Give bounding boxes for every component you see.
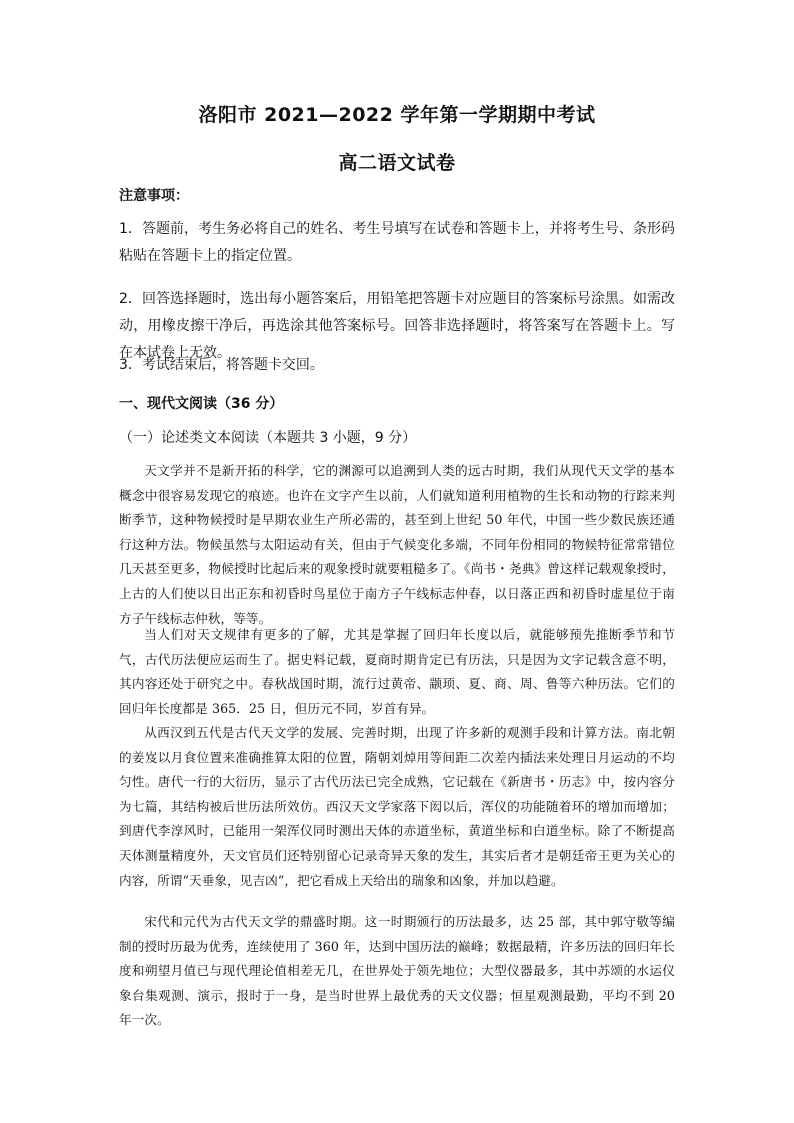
section-subheading: （一）论述类文本阅读（本题共 3 小题，9 分） (119, 430, 417, 446)
exam-subtitle: 高二语文试卷 (338, 152, 456, 174)
passage-paragraph-4: 宋代和元代为古代天文学的鼎盛时期。这一时期颁行的历法最多，达 25 部，其中郭守敬等编制的授时历最为优秀，连续使用了 360 年，达到中国历法的巅峰；数据最精，许多历法的回归年长度和朔望月值已与现代理论值相差无几，在世界处于领先地位；大型仪器最多，其中苏颂的水运仪象台集观测、演示，报时于一身，是当时世界上最优秀的天文仪器；恒星观测最勤，平均不到 20 年一次。 (119, 914, 675, 1028)
notice-item-1: 1．答题前，考生务必将自己的姓名、考生号填写在试卷和答题卡上，并将考生号、条形码粘贴在答题卡上的指定位置。 (119, 221, 675, 264)
notice-item-2: 2．回答选择题时，选出每小题答案后，用铅笔把答题卡对应题目的答案标号涂黑。如需改动，用橡皮擦干净后，再选涂其他答案标号。回答非选择题时，将答案写在答题卡上。写在本试卷上无效。 (119, 291, 675, 361)
notice-heading: 注意事项： (119, 188, 189, 204)
notice-item-3: 3．考试结束后，将答题卡交回。 (119, 357, 324, 373)
exam-title: 洛阳市 2021—2022 学年第一学期期中考试 (198, 104, 596, 126)
section-heading: 一、现代文阅读（36 分） (119, 396, 284, 412)
passage-paragraph-2: 当人们对天文规律有更多的了解，尤其是掌握了回归年长度以后，就能够预先推断季节和节气，古代历法便应运而生了。据史料记载，夏商时期肯定已有历法，只是因为文字记载含意不明，其内容还处于研究之中。春秋战国时期，流行过黄帝、颛顼、夏、商、周、鲁等六种历法。它们的回归年长度都是 365．25 日，但历元不同，岁首有异。 (119, 627, 675, 716)
passage-paragraph-1: 天文学并不是新开拓的科学，它的渊源可以追溯到人类的远古时期，我们从现代天文学的基本概念中很容易发现它的痕迹。也许在文字产生以前，人们就知道利用植物的生长和动物的行踪来判断季节，这种物候授时是早期农业生产所必需的，甚至到上世纪 50 年代，中国一些少数民族还通行这种方法。物候虽然与太阳运动有关，但由于气候变化多端，不同年份相同的物候特征常常错位几天甚至更多，物候授时比起后来的观象授时就要粗糙多了。《尚书・尧典》曾这样记载观象授时，上古的人们使以日出正东和初昏时鸟星位于南方子午线标志仲春，以日落正西和初昏时虚星位于南方子午线标志仲秋，等等。 (119, 463, 675, 626)
passage-paragraph-3: 从西汉到五代是古代天文学的发展、完善时期，出现了许多新的观测手段和计算方法。南北朝的姜岌以月食位置来准确推算太阳的位置，隋朝刘焯用等间距二次差内插法来处理日月运动的不均匀性。唐代一行的大衍历，显示了古代历法已完全成熟，它记载在《新唐书・历志》中，按内容分为七篇，其结构被后世历法所效仿。西汉天文学家落下闳以后，浑仪的功能随着环的增加而增加；到唐代李淳风时，已能用一架浑仪同时测出天体的赤道坐标，黄道坐标和白道坐标。除了不断提高天体测量精度外，天文官员们还特别留心记录奇异天象的发生，其实后者才是朝廷帝王更为关心的内容，所谓“天垂象，见吉凶”，把它看成上天给出的瑞象和凶象，并加以趋避。 (119, 725, 675, 888)
